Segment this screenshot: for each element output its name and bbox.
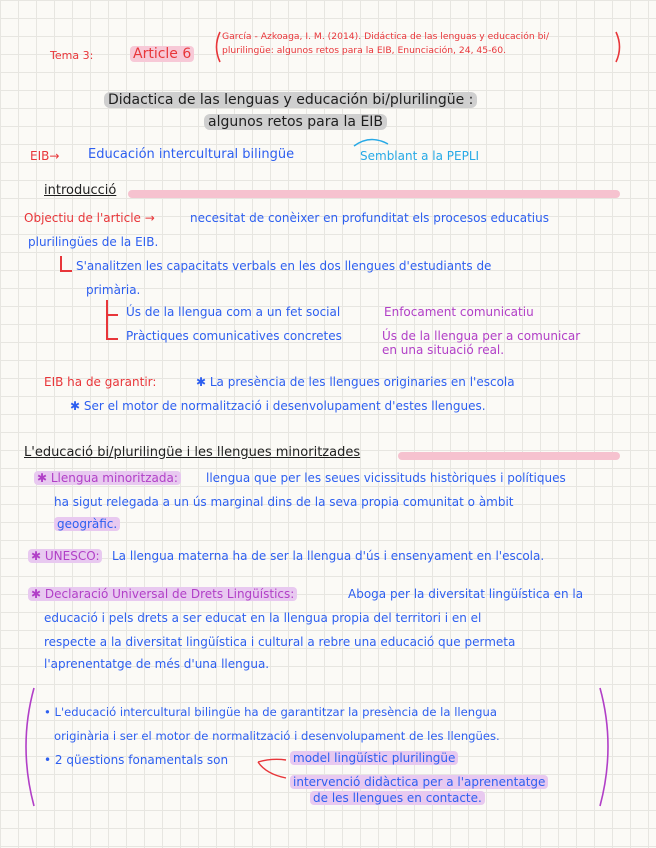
tree-line-1v — [60, 256, 62, 270]
summary-bullet2-b2 — [310, 792, 485, 806]
item1-text-3-text: geogràfic. — [54, 517, 120, 531]
eib-meaning: Educación intercultural bilingüe — [88, 147, 295, 162]
section2-heading: L'educació bi/plurilingüe i les llengues minoritzades — [24, 445, 361, 460]
eib-label: EIB→ — [30, 149, 60, 163]
item3-text-1: Aboga per la diversitat lingüística en la — [348, 587, 584, 601]
article-label — [130, 46, 194, 62]
item2-text: La llengua materna ha de ser la llengua d'ús i ensenyament en l'escola. — [112, 549, 545, 563]
summary-bullet2-a — [290, 752, 458, 766]
summary-bullet2-b1 — [290, 776, 548, 790]
summary-bullet2-a-text: model lingüístic plurilingüe — [290, 751, 458, 765]
sub1-left: Ús de la llengua com a un fet social — [126, 305, 341, 319]
item3-label-text: ✱ Declaració Universal de Drets Lingüístics: — [28, 587, 297, 601]
title-line-2 — [204, 114, 387, 130]
item1-text-3 — [54, 518, 120, 532]
sub2-right-2: en una situació real. — [382, 343, 505, 357]
curved-arrow — [352, 134, 392, 148]
summary-bullet1-line1: • L'educació intercultural bilingüe ha de garantitzar la presència de la llengua — [44, 705, 497, 719]
sub1-right: Enfocament comunicatiu — [384, 305, 534, 319]
item1-label — [34, 472, 181, 486]
item3-text-4: l'aprenentatge de més d'una llengua. — [44, 657, 270, 671]
objective-text-2: plurilingües de la EIB. — [28, 235, 159, 249]
item3-text-2: educació i pels drets a ser educat en la llengua propia del territori i en el — [44, 611, 482, 625]
objective-label: Objectiu de l'article → — [24, 211, 155, 225]
branch-arrows — [256, 754, 290, 784]
analysis-text-2: primària. — [86, 283, 141, 297]
item1-text-2: ha sigut relegada a un ús marginal dins de la seva propia comunitat o àmbit — [54, 495, 514, 509]
summary-open-paren — [18, 684, 38, 810]
guarantee-1: ✱ La presència de les llengues originaries en l'escola — [196, 375, 515, 389]
summary-bullet2-label: • 2 qüestions fonamentals son — [44, 753, 229, 767]
item2-label — [28, 550, 102, 564]
section2-heading-bar — [398, 452, 620, 460]
item3-text-3: respecte a la diversitat lingüística i cultural a rebre una educació que permeta — [44, 635, 516, 649]
title-line-2-text: algunos retos para la EIB — [204, 114, 387, 130]
citation-open-paren — [212, 30, 222, 64]
summary-close-paren — [596, 684, 616, 810]
guarantee-2: ✱ Ser el motor de normalització i desenvolupament d'estes llengues. — [70, 399, 486, 413]
intro-heading-bar — [128, 190, 620, 198]
sub2-right-1: Ús de la llengua per a comunicar — [382, 329, 581, 343]
summary-bullet1-line2: originària i ser el motor de normalització i desenvolupament de les llengües. — [54, 729, 500, 743]
article-label-text: Article 6 — [130, 46, 194, 62]
summary-bullet2-b2-text: de les llengues en contacte. — [310, 791, 485, 805]
tree-line-3h — [106, 338, 118, 340]
summary-bullet2-b1-text: intervenció didàctica per a l'aprenentatge — [290, 775, 548, 789]
citation-line-2: plurilingüe: algunos retos para la EIB, Enunciación, 24, 45-60. — [222, 45, 507, 56]
item3-label — [28, 588, 297, 602]
title-line-1-text: Didactica de las lenguas y educación bi/plurilingüe : — [104, 92, 477, 108]
tema-label: Tema 3: — [50, 49, 94, 62]
analysis-text-1: S'analitzen les capacitats verbals en les dos llengues d'estudiants de — [76, 259, 492, 273]
tree-line-2v — [106, 300, 108, 340]
title-line-1 — [104, 92, 477, 108]
tree-line-2h — [106, 314, 118, 316]
intro-heading: introducció — [44, 183, 117, 198]
sub2-left: Pràctiques comunicatives concretes — [126, 329, 342, 343]
citation-line-1: García - Azkoaga, I. M. (2014). Didáctica de las lenguas y educación bi/ — [222, 31, 550, 42]
objective-text-1: necesitat de conèixer en profunditat els procesos educatius — [190, 211, 549, 225]
item1-text-1: llengua que per les seues vicissituds històriques i polítiques — [206, 471, 566, 485]
citation-close-paren — [614, 30, 624, 64]
item1-label-text: ✱ Llengua minoritzada: — [34, 471, 181, 485]
tree-line-1h — [60, 270, 72, 272]
guarantee-label: EIB ha de garantir: — [44, 375, 157, 389]
item2-label-text: ✱ UNESCO: — [28, 549, 102, 563]
eib-note: Semblant a la PEPLI — [360, 149, 480, 163]
